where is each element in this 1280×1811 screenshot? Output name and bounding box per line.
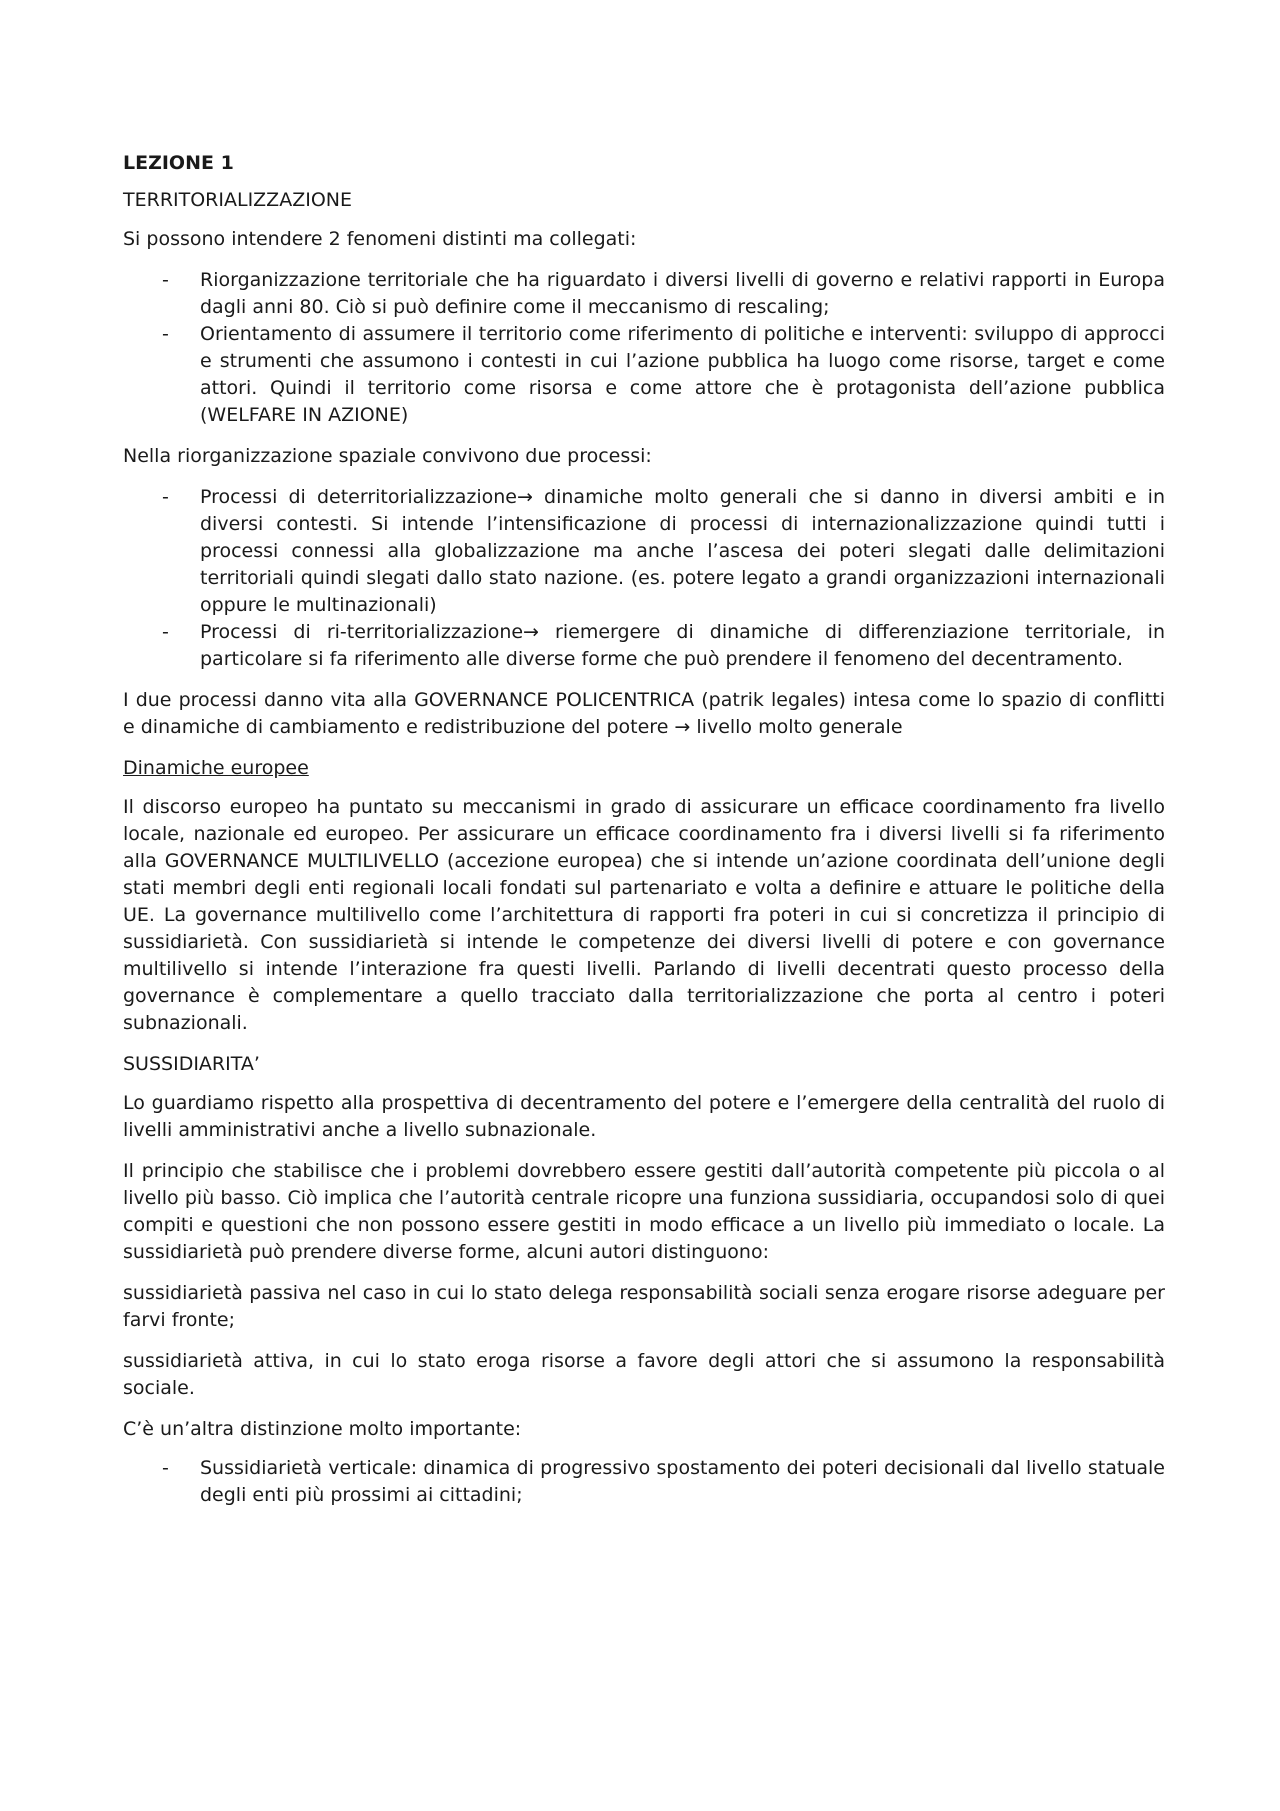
list-item-text: Orientamento di assumere il territorio come riferimento di politiche e interventi: sviluppo di approcci e strumenti che assumono i contesti in cui l’azione pubblica ha luogo come risorse, target e come attori. Quindi il territorio come risorsa e come attore che è protagonista dell’azione pubblica (WELFARE IN AZIONE) <box>200 323 1165 426</box>
list-item <box>123 267 1165 321</box>
dash-bullet: - <box>162 323 169 345</box>
list-item <box>123 321 1165 429</box>
paragraph-intro-distinzione: C’è un’altra distinzione molto importante: <box>123 1418 522 1440</box>
dash-bullet: - <box>162 269 169 291</box>
dash-bullet: - <box>162 486 169 508</box>
paragraph-dinamiche-europee: Il discorso europeo ha puntato su meccanismi in grado di assicurare un efficace coordinamento fra livello locale, nazionale ed europeo. Per assicurare un efficace coordinamento fra i diversi livelli si fa riferimento alla GOVERNANCE MULTILIVELLO (accezione europea) che si intende un’azione coordinata dell’unione degli stati membri degli enti regionali locali fondati sul partenariato e volta a definire e attuare le politiche della UE. La governance multilivello come l’architettura di rapporti fra poteri in cui si concretizza il principio di sussidiarietà. Con sussidiarietà si intende le competenze dei diversi livelli di potere e con governance multilivello si intende l’interazione fra questi livelli. Parlando di livelli decentrati questo processo della governance è complementare a quello tracciato dalla territorializzazione che porta al centro i poteri subnazionali. <box>123 796 1165 1034</box>
list-fenomeni <box>123 267 1165 429</box>
list-processi <box>123 484 1165 673</box>
list-item <box>123 619 1165 673</box>
paragraph-intro-fenomeni: Si possono intendere 2 fenomeni distinti ma collegati: <box>123 228 637 250</box>
subheading-dinamiche-europee <box>123 755 1165 782</box>
lesson-title: LEZIONE 1 <box>123 152 234 174</box>
document-page <box>123 150 1165 1523</box>
list-item-text: Sussidiarietà verticale: dinamica di progressivo spostamento dei poteri decisionali dal livello statuale degli enti più prossimi ai cittadini; <box>200 1457 1165 1506</box>
section-heading-sussidiarita: SUSSIDIARITA’ <box>123 1053 260 1075</box>
dash-bullet: - <box>162 1457 169 1479</box>
list-distinzione <box>123 1455 1165 1509</box>
list-item <box>123 1455 1165 1509</box>
section-heading-territorializzazione: TERRITORIALIZZAZIONE <box>123 189 352 211</box>
subheading-dinamiche-text: Dinamiche europee <box>123 757 309 779</box>
paragraph-sussidiarita-1: Lo guardiamo rispetto alla prospettiva di decentramento del potere e l’emergere della centralità del ruolo di livelli amministrativi anche a livello subnazionale. <box>123 1092 1165 1141</box>
list-item-text: Processi di deterritorializzazione→ dinamiche molto generali che si danno in diversi ambiti e in diversi contesti. Si intende l’intensificazione di processi di internazionalizzazione quindi tutti i processi connessi alla globalizzazione ma anche l’ascesa dei poteri slegati dalle delimitazioni territoriali quindi slegati dallo stato nazione. (es. potere legato a grandi organizzazioni internazionali oppure le multinazionali) <box>200 486 1165 616</box>
paragraph-governance-policentrica: I due processi danno vita alla GOVERNANCE POLICENTRICA (patrik legales) intesa come lo spazio di conflitti e dinamiche di cambiamento e redistribuzione del potere → livello molto generale <box>123 689 1165 738</box>
list-item <box>123 484 1165 619</box>
paragraph-sussidiarita-2: Il principio che stabilisce che i problemi dovrebbero essere gestiti dall’autorità competente più piccola o al livello più basso. Ciò implica che l’autorità centrale ricopre una funziona sussidiaria, occupandosi solo di quei compiti e questioni che non possono essere gestiti in modo efficace a un livello più immediato o locale. La sussidiarietà può prendere diverse forme, alcuni autori distinguono: <box>123 1160 1165 1263</box>
list-item-text: Processi di ri-territorializzazione→ riemergere di dinamiche di differenziazione territoriale, in particolare si fa riferimento alle diverse forme che può prendere il fenomeno del decentramento. <box>200 621 1165 670</box>
paragraph-intro-processi: Nella riorganizzazione spaziale convivono due processi: <box>123 445 652 467</box>
paragraph-sussidiarita-passiva: sussidiarietà passiva nel caso in cui lo stato delega responsabilità sociali senza erogare risorse adeguare per farvi fronte; <box>123 1282 1165 1331</box>
list-item-text: Riorganizzazione territoriale che ha riguardato i diversi livelli di governo e relativi rapporti in Europa dagli anni 80. Ciò si può definire come il meccanismo di rescaling; <box>200 269 1165 318</box>
paragraph-sussidiarita-attiva: sussidiarietà attiva, in cui lo stato eroga risorse a favore degli attori che si assumono la responsabilità sociale. <box>123 1350 1165 1399</box>
dash-bullet: - <box>162 621 169 643</box>
